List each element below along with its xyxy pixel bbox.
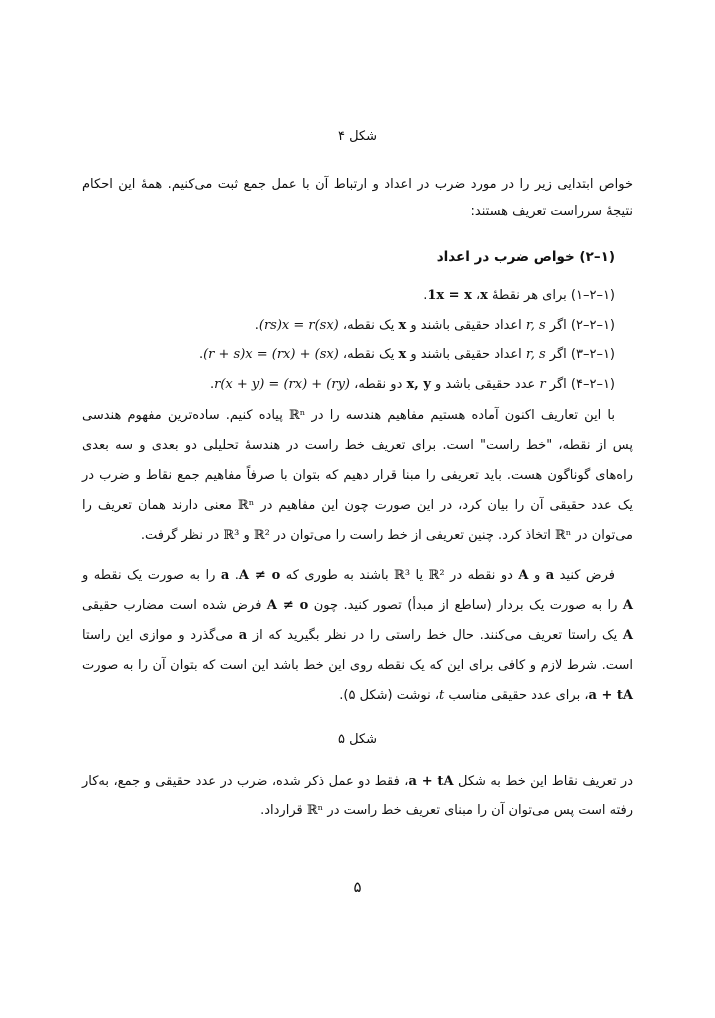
property-3-end: . <box>198 347 204 362</box>
property-3-rs: r, s <box>525 347 546 362</box>
para2-text-3b: می‌گذرد و موازی این راستا <box>82 628 239 643</box>
para2-text-5a: ، برای عدد حقیقی مناسب <box>444 688 589 703</box>
para2-R3: ℝ³ <box>394 568 411 583</box>
para1-Rn-2: ℝⁿ <box>237 498 255 513</box>
property-2-end: . <box>254 318 259 333</box>
para1-text-5c: و <box>239 528 254 543</box>
para1-text-4b: معنی دارند همان تعریف را <box>82 498 238 513</box>
para3-text-1a: در تعریف نقاط این خط به شکل <box>453 774 633 789</box>
para2-text-1c: دو نقطه در <box>444 568 519 583</box>
para3-line-2 <box>82 802 633 820</box>
para2-line-5 <box>82 687 633 705</box>
para2-formula: a + tA <box>588 688 633 703</box>
property-2-rs: r, s <box>525 318 546 333</box>
para1-line-1 <box>82 407 615 425</box>
property-2-text-1: اعداد حقیقی باشند و <box>406 318 526 333</box>
property-2-text-2: یک نقطه، <box>338 318 399 333</box>
intro-line-2: نتیجهٔ سرراست تعریف هستند: <box>470 204 633 219</box>
para3-text-2a: رفته است پس می‌توان آن را مبنای تعریف خط راست در <box>323 803 633 818</box>
para2-text-3a: یک راستا تعریف می‌کنند. حال خط راستی را در نظر بگیرید که از <box>247 628 623 643</box>
para1-Rn: ℝⁿ <box>288 408 306 423</box>
property-1-sep: ، <box>471 288 481 303</box>
property-3-label: (۱–۲–۳) اگر <box>545 347 615 362</box>
para2-neq-2: A ≠ o <box>266 598 309 613</box>
para2-t: t <box>439 688 445 703</box>
property-2-x: x <box>398 318 407 333</box>
figure-caption-4: شکل ۴ <box>337 129 378 144</box>
property-3-formula: (r + s)x = (rx) + (sx) <box>203 347 339 362</box>
para3-Rn: ℝⁿ <box>306 803 324 818</box>
para2-text-1e: باشند به طوری که <box>280 568 395 583</box>
property-4-formula: r(x + y) = (rx) + (ry) <box>214 377 351 392</box>
property-4-xy: x, y <box>406 377 431 392</box>
property-4-label: (۱–۲–۴) اگر <box>545 377 615 392</box>
property-4-end: . <box>209 377 215 392</box>
para1-Rn-3: ℝⁿ <box>554 528 572 543</box>
para3-text-2b: قرارداد. <box>260 803 307 818</box>
para2-line-2 <box>82 597 633 615</box>
para1-line-4 <box>82 497 633 515</box>
property-2 <box>82 317 615 335</box>
para1-text-5a: می‌توان در <box>571 528 633 543</box>
property-1 <box>82 287 615 305</box>
para2-line-1 <box>82 567 615 585</box>
para1-line-5 <box>82 527 633 545</box>
para2-text-2a: را به صورت یک بردار (ساطع از مبدأ) تصور کنید. چون <box>308 598 623 613</box>
property-4 <box>82 376 615 394</box>
para2-text-1g: را به صورت یک نقطه و <box>82 568 221 583</box>
para2-A-3: A <box>622 628 633 643</box>
para2-a-2: a <box>220 568 230 583</box>
property-1-label: (۱–۲–۱) برای هر نقطهٔ <box>487 288 615 303</box>
para3-line-1 <box>82 773 633 791</box>
para2-text-1f: . <box>229 568 239 583</box>
para2-A: A <box>518 568 529 583</box>
property-2-label: (۱–۲–۲) اگر <box>545 318 615 333</box>
property-2-formula: (rs)x = r(sx) <box>258 318 339 333</box>
property-3 <box>82 346 615 364</box>
page-number: ۵ <box>353 878 362 896</box>
para3-text-1b: ، فقط دو عمل ذکر شده، ضرب در عدد حقیقی و جمع، به‌کار <box>82 774 409 789</box>
para1-line-3: راه‌های گوناگون هست. باید تعریفی را مبنا قرار دهیم که بتوان با صرفاً مفاهیم جمع نقاط و ضرب در <box>82 468 633 483</box>
para2-a: a <box>545 568 555 583</box>
property-3-text-1: اعداد حقیقی باشند و <box>406 347 526 362</box>
property-3-x: x <box>398 347 407 362</box>
para2-line-4: است. شرط لازم و کافی برای این که یک نقطه روی این خط باشد این است که بتوان آن را به صورت <box>82 658 633 673</box>
para2-A-2: A <box>622 598 633 613</box>
intro-line-1: خواص ابتدایی زیر را در مورد ضرب در اعداد و ارتباط آن با عمل جمع ثبت می‌کنیم. همهٔ این احکام <box>82 177 633 192</box>
property-1-end: . <box>423 288 428 303</box>
property-3-text-2: یک نقطه، <box>338 347 399 362</box>
property-1-formula: 1x = x <box>427 288 472 303</box>
property-1-var: x <box>480 288 488 303</box>
para2-text-1b: و <box>528 568 546 583</box>
para3-formula: a + tA <box>408 774 454 789</box>
figure-caption-5: شکل ۵ <box>337 732 378 747</box>
para2-text-5b: ، نوشت (شکل ۵). <box>339 688 440 703</box>
para1-R3: ℝ³ <box>223 528 240 543</box>
para2-a-3: a <box>238 628 248 643</box>
property-4-text-1: عدد حقیقی باشد و <box>430 377 540 392</box>
para2-text-1d: یا <box>410 568 429 583</box>
para1-text-1a: با این تعاریف اکنون آماده هستیم مفاهیم هندسه را در <box>305 408 616 423</box>
para2-text-2b: فرض شده است مضارب حقیقی <box>82 598 267 613</box>
para2-line-3 <box>82 627 633 645</box>
para2-neq: A ≠ o <box>238 568 281 583</box>
para1-line-2: پس از نقطه، "خط راست" است. برای تعریف خط راست در هندسهٔ تحلیلی دو بعدی و سه بعدی <box>82 438 633 453</box>
para2-R2: ℝ² <box>428 568 445 583</box>
para1-text-1b: پیاده کنیم. ساده‌ترین مفهوم هندسی <box>82 408 289 423</box>
para1-text-5b: اتخاذ کرد. چنین تعریفی از خط راست را می‌توان در <box>269 528 555 543</box>
para1-R2: ℝ² <box>253 528 270 543</box>
para2-text-1a: فرض کنید <box>554 568 616 583</box>
section-title: (۱–۲) خواص ضرب در اعداد <box>436 249 615 265</box>
para1-text-5d: در نظر گرفت. <box>140 528 224 543</box>
property-4-text-2: دو نقطه، <box>350 377 407 392</box>
property-4-r: r <box>539 377 546 392</box>
para1-text-4a: یک عدد حقیقی آن را بیان کرد، در این صورت چون این مفاهیم در <box>254 498 633 513</box>
